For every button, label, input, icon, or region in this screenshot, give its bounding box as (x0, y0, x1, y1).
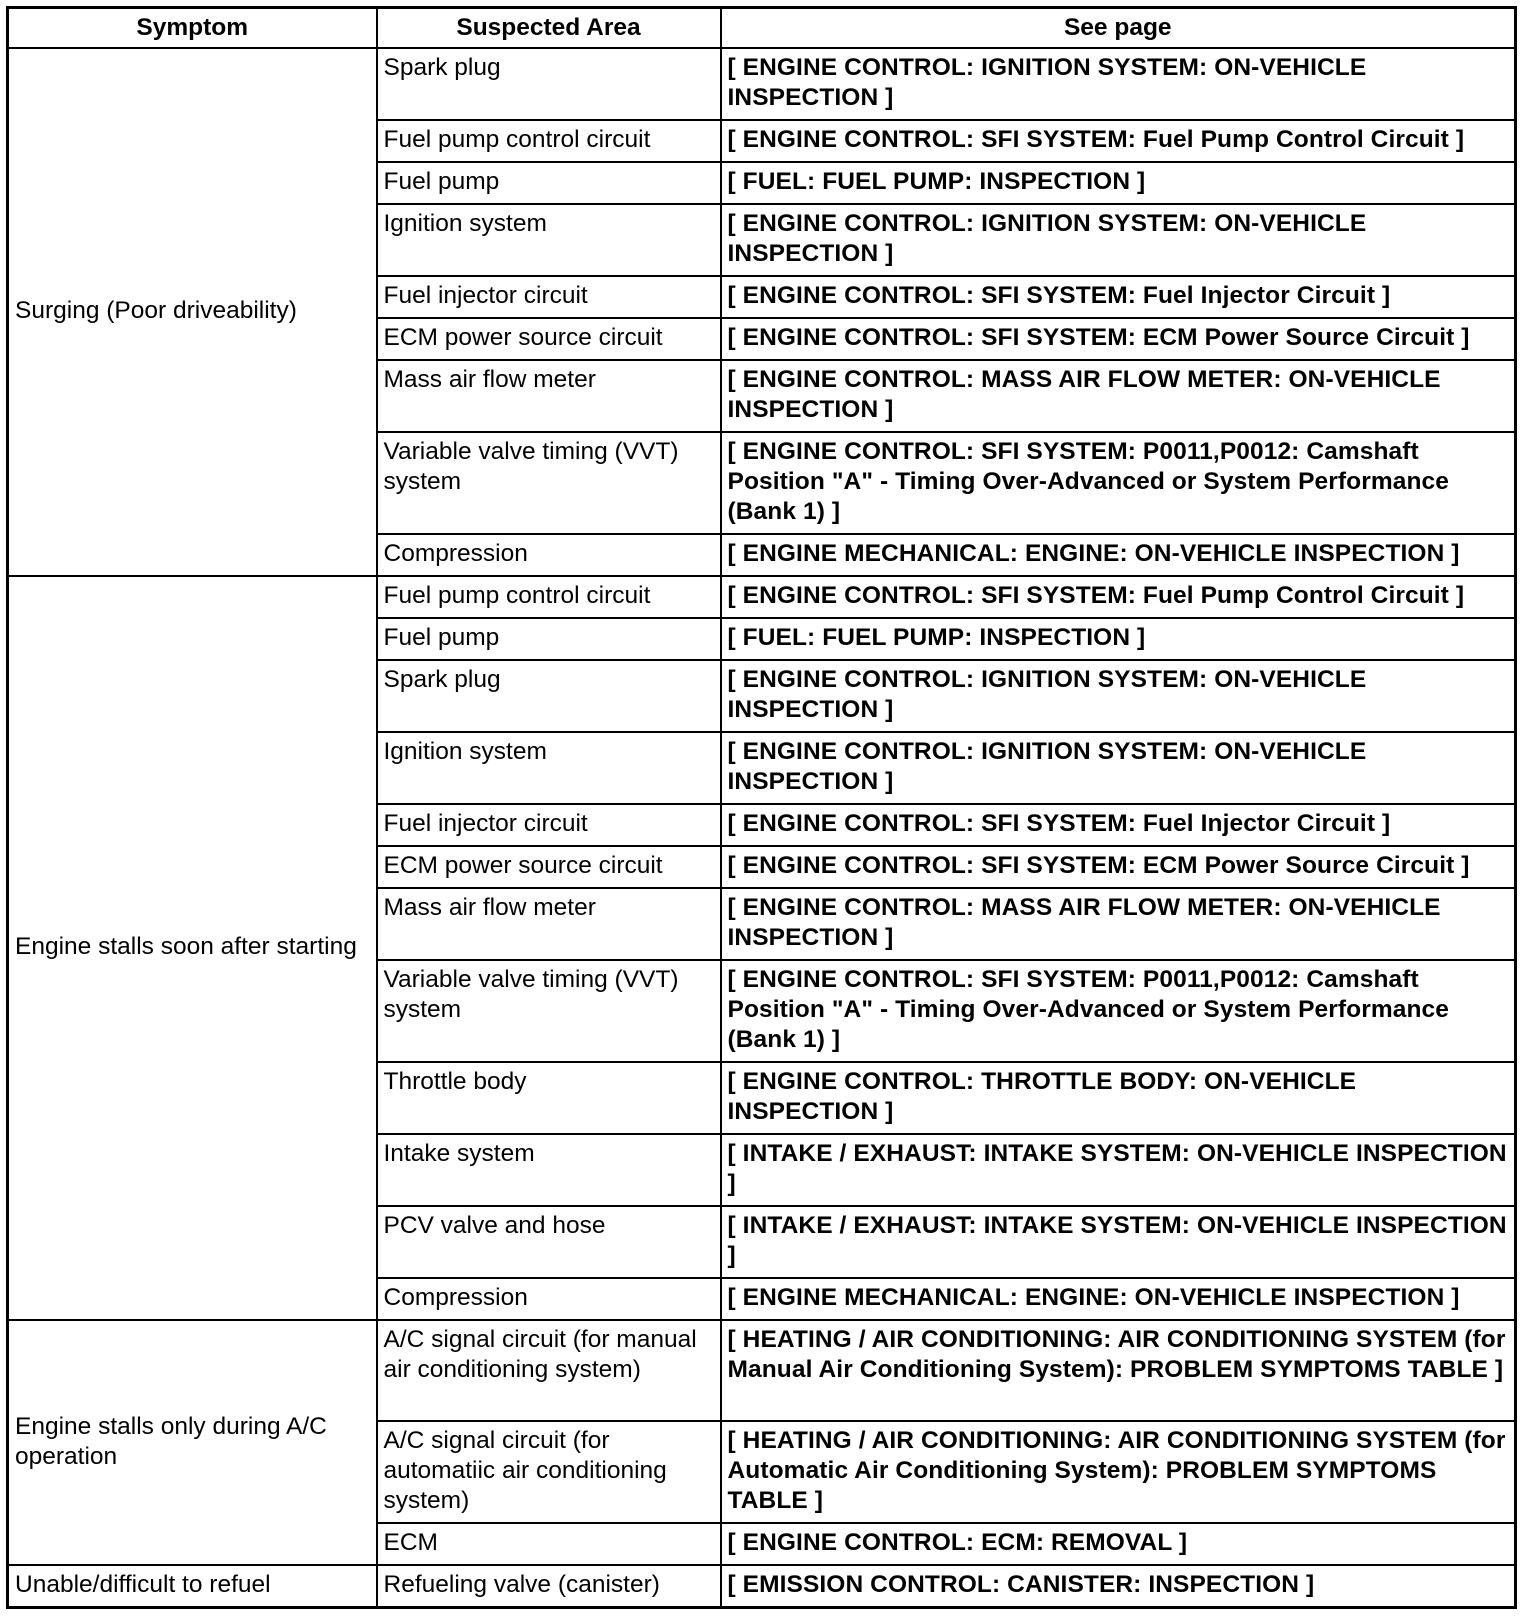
suspected-area-cell: A/C signal circuit (for automatiic air conditioning system) (377, 1421, 721, 1523)
see-page-link[interactable]: [ ENGINE CONTROL: SFI SYSTEM: Fuel Pump Control Circuit ] (721, 120, 1516, 162)
problem-symptoms-table (6, 6, 1517, 1609)
see-page-link[interactable]: [ ENGINE CONTROL: SFI SYSTEM: Fuel Injector Circuit ] (721, 804, 1516, 846)
see-page-link[interactable]: [ INTAKE / EXHAUST: INTAKE SYSTEM: ON-VEHICLE INSPECTION ] (721, 1206, 1516, 1278)
suspected-area-cell: Compression (377, 1278, 721, 1320)
see-page-link[interactable]: [ ENGINE CONTROL: SFI SYSTEM: Fuel Pump Control Circuit ] (721, 576, 1516, 618)
symptom-cell: Unable/difficult to refuel (8, 1565, 377, 1608)
header-see-page: See page (721, 8, 1516, 49)
see-page-link[interactable]: [ ENGINE CONTROL: SFI SYSTEM: P0011,P0012: Camshaft Position "A" - Timing Over-Advanced or System Performance (Bank 1) ] (721, 432, 1516, 534)
suspected-area-cell: Fuel pump control circuit (377, 576, 721, 618)
see-page-link[interactable]: [ ENGINE CONTROL: THROTTLE BODY: ON-VEHICLE INSPECTION ] (721, 1062, 1516, 1134)
table-row (8, 1320, 1516, 1421)
see-page-link[interactable]: [ ENGINE CONTROL: IGNITION SYSTEM: ON-VEHICLE INSPECTION ] (721, 732, 1516, 804)
see-page-link[interactable]: [ HEATING / AIR CONDITIONING: AIR CONDITIONING SYSTEM (for Manual Air Conditioning System): PROBLEM SYMPTOMS TABLE ] (721, 1320, 1516, 1421)
see-page-link[interactable]: [ ENGINE CONTROL: SFI SYSTEM: P0011,P0012: Camshaft Position "A" - Timing Over-Advanced or System Performance (Bank 1) ] (721, 960, 1516, 1062)
see-page-link[interactable]: [ EMISSION CONTROL: CANISTER: INSPECTION ] (721, 1565, 1516, 1608)
suspected-area-cell: Throttle body (377, 1062, 721, 1134)
symptom-cell: Surging (Poor driveability) (8, 48, 377, 576)
see-page-link[interactable]: [ FUEL: FUEL PUMP: INSPECTION ] (721, 162, 1516, 204)
header-row (8, 8, 1516, 49)
header-suspected-area: Suspected Area (377, 8, 721, 49)
suspected-area-cell: Fuel pump (377, 618, 721, 660)
symptom-cell: Engine stalls soon after starting (8, 576, 377, 1320)
header-symptom: Symptom (8, 8, 377, 49)
suspected-area-cell: Ignition system (377, 732, 721, 804)
see-page-link[interactable]: [ ENGINE CONTROL: SFI SYSTEM: Fuel Injector Circuit ] (721, 276, 1516, 318)
table-row (8, 1565, 1516, 1608)
see-page-link[interactable]: [ INTAKE / EXHAUST: INTAKE SYSTEM: ON-VEHICLE INSPECTION ] (721, 1134, 1516, 1206)
suspected-area-cell: Mass air flow meter (377, 888, 721, 960)
suspected-area-cell: PCV valve and hose (377, 1206, 721, 1278)
see-page-link[interactable]: [ FUEL: FUEL PUMP: INSPECTION ] (721, 618, 1516, 660)
see-page-link[interactable]: [ ENGINE CONTROL: ECM: REMOVAL ] (721, 1523, 1516, 1565)
suspected-area-cell: Spark plug (377, 660, 721, 732)
see-page-link[interactable]: [ ENGINE CONTROL: SFI SYSTEM: ECM Power Source Circuit ] (721, 846, 1516, 888)
see-page-link[interactable]: [ ENGINE CONTROL: SFI SYSTEM: ECM Power Source Circuit ] (721, 318, 1516, 360)
see-page-link[interactable]: [ ENGINE CONTROL: IGNITION SYSTEM: ON-VEHICLE INSPECTION ] (721, 204, 1516, 276)
see-page-link[interactable]: [ ENGINE MECHANICAL: ENGINE: ON-VEHICLE INSPECTION ] (721, 1278, 1516, 1320)
symptom-cell: Engine stalls only during A/C operation (8, 1320, 377, 1565)
suspected-area-cell: ECM (377, 1523, 721, 1565)
suspected-area-cell: Fuel pump (377, 162, 721, 204)
suspected-area-cell: Spark plug (377, 48, 721, 120)
table-row (8, 48, 1516, 120)
see-page-link[interactable]: [ ENGINE CONTROL: MASS AIR FLOW METER: ON-VEHICLE INSPECTION ] (721, 360, 1516, 432)
suspected-area-cell: Fuel injector circuit (377, 276, 721, 318)
suspected-area-cell: Compression (377, 534, 721, 576)
see-page-link[interactable]: [ ENGINE MECHANICAL: ENGINE: ON-VEHICLE INSPECTION ] (721, 534, 1516, 576)
suspected-area-cell: Variable valve timing (VVT) system (377, 960, 721, 1062)
suspected-area-cell: Fuel pump control circuit (377, 120, 721, 162)
suspected-area-cell: Fuel injector circuit (377, 804, 721, 846)
see-page-link[interactable]: [ HEATING / AIR CONDITIONING: AIR CONDITIONING SYSTEM (for Automatic Air Conditioning System): PROBLEM SYMPTOMS TABLE ] (721, 1421, 1516, 1523)
suspected-area-cell: ECM power source circuit (377, 846, 721, 888)
suspected-area-cell: Mass air flow meter (377, 360, 721, 432)
table-row (8, 576, 1516, 618)
see-page-link[interactable]: [ ENGINE CONTROL: IGNITION SYSTEM: ON-VEHICLE INSPECTION ] (721, 48, 1516, 120)
suspected-area-cell: A/C signal circuit (for manual air conditioning system) (377, 1320, 721, 1421)
suspected-area-cell: ECM power source circuit (377, 318, 721, 360)
suspected-area-cell: Intake system (377, 1134, 721, 1206)
suspected-area-cell: Refueling valve (canister) (377, 1565, 721, 1608)
suspected-area-cell: Ignition system (377, 204, 721, 276)
suspected-area-cell: Variable valve timing (VVT) system (377, 432, 721, 534)
see-page-link[interactable]: [ ENGINE CONTROL: MASS AIR FLOW METER: ON-VEHICLE INSPECTION ] (721, 888, 1516, 960)
see-page-link[interactable]: [ ENGINE CONTROL: IGNITION SYSTEM: ON-VEHICLE INSPECTION ] (721, 660, 1516, 732)
